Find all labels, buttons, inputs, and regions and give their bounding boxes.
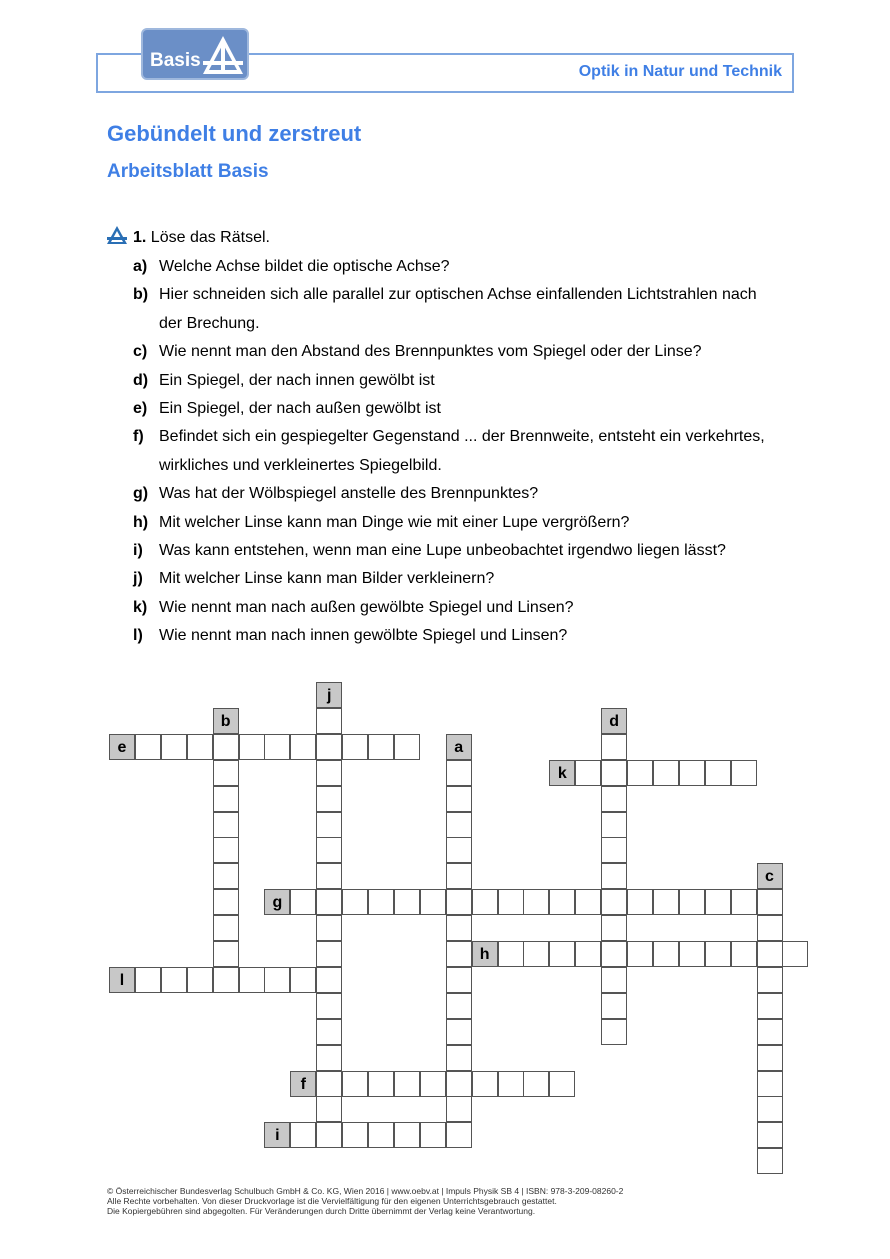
- task-number: 1.: [133, 229, 147, 246]
- page-subtitle: Arbeitsblatt Basis: [107, 161, 269, 182]
- crossword-cell[interactable]: [446, 941, 472, 967]
- question-text: Mit welcher Linse kann man Bilder verkleinern?: [159, 570, 495, 588]
- crossword-cell[interactable]: [446, 863, 472, 889]
- crossword-cell[interactable]: [549, 941, 575, 967]
- crossword-cell[interactable]: [187, 734, 213, 760]
- crossword-cell[interactable]: [601, 889, 627, 915]
- clue-label-a: a: [446, 734, 472, 760]
- crossword-cell[interactable]: [316, 760, 342, 786]
- question-text-continued: der Brechung.: [159, 314, 260, 332]
- crossword-cell[interactable]: [290, 967, 316, 993]
- crossword-cell[interactable]: [601, 734, 627, 760]
- crossword-cell[interactable]: [731, 760, 757, 786]
- crossword-cell[interactable]: [290, 1122, 316, 1148]
- basis-level-icon: [106, 225, 128, 245]
- crossword-cell[interactable]: [368, 1122, 394, 1148]
- crossword-cell[interactable]: [679, 889, 705, 915]
- crossword-cell[interactable]: [394, 1122, 420, 1148]
- clue-label-e: e: [109, 734, 135, 760]
- crossword-cell[interactable]: [135, 734, 161, 760]
- series-title: Optik in Natur und Technik: [578, 63, 782, 80]
- question-text: Ein Spiegel, der nach außen gewölbt ist: [159, 400, 441, 417]
- clue-label-h: h: [472, 941, 498, 967]
- logo-text: Basis: [150, 50, 201, 71]
- crossword-cell[interactable]: [601, 863, 627, 889]
- question-text: Ein Spiegel, der nach innen gewölbt ist: [159, 371, 435, 389]
- crossword-cell[interactable]: [446, 760, 472, 786]
- clue-label-f: f: [290, 1071, 316, 1097]
- crossword-cell[interactable]: [316, 1045, 342, 1071]
- crossword-cell[interactable]: [213, 967, 239, 993]
- crossword-cell[interactable]: [757, 1122, 783, 1148]
- crossword-cell[interactable]: [446, 1045, 472, 1071]
- question-letter: e): [133, 400, 148, 417]
- crossword-cell[interactable]: [187, 967, 213, 993]
- crossword-cell[interactable]: [757, 1071, 783, 1097]
- question-letter: h): [133, 513, 149, 531]
- crossword-cell[interactable]: [601, 915, 627, 941]
- crossword-cell[interactable]: [342, 1122, 368, 1148]
- crossword-cell[interactable]: [316, 915, 342, 941]
- triangle-logo-icon: [201, 34, 245, 76]
- question-text: Wie nennt man den Abstand des Brennpunktes vom Spiegel oder der Linse?: [159, 343, 702, 361]
- question-text: Was kann entstehen, wenn man eine Lupe unbeobachtet irgendwo liegen lässt?: [159, 542, 726, 559]
- crossword-cell[interactable]: [394, 734, 420, 760]
- crossword-cell[interactable]: [342, 734, 368, 760]
- crossword-cell[interactable]: [394, 1071, 420, 1097]
- footer-line: Alle Rechte vorbehalten. Von dieser Druckvorlage ist die Vervielfältigung für den eigenen Unterrichtsgebrauch gestattet.: [107, 1196, 557, 1206]
- task-instruction-text: Löse das Rätsel.: [150, 229, 270, 246]
- clue-label-c: c: [757, 863, 783, 889]
- crossword-cell[interactable]: [446, 786, 472, 812]
- crossword-cell[interactable]: [757, 1148, 783, 1174]
- footer-line: Die Kopiergebühren sind abgegolten. Für Veränderungen durch Dritte übernimmt der Verlag keine Verantwortung.: [107, 1206, 536, 1216]
- crossword-cell[interactable]: [420, 1122, 446, 1148]
- crossword-cell[interactable]: [316, 708, 342, 734]
- crossword-cell[interactable]: [446, 915, 472, 941]
- crossword-cell[interactable]: [264, 967, 290, 993]
- clue-label-g: g: [264, 889, 290, 915]
- crossword-cell[interactable]: [653, 760, 679, 786]
- crossword-cell[interactable]: [472, 889, 498, 915]
- crossword-cell[interactable]: [213, 786, 239, 812]
- crossword-cell[interactable]: [601, 812, 627, 838]
- clue-label-d: d: [601, 708, 627, 734]
- question-text: Hier schneiden sich alle parallel zur optischen Achse einfallenden Lichtstrahlen nach: [159, 286, 757, 304]
- crossword-cell[interactable]: [757, 1045, 783, 1071]
- crossword-cell[interactable]: [757, 889, 783, 915]
- question-letter: k): [133, 598, 148, 616]
- crossword-cell[interactable]: [731, 889, 757, 915]
- crossword-cell[interactable]: [316, 812, 342, 838]
- crossword-cell[interactable]: [498, 889, 524, 915]
- crossword-cell[interactable]: [601, 837, 627, 863]
- crossword-cell[interactable]: [264, 734, 290, 760]
- crossword-cell[interactable]: [316, 734, 342, 760]
- question-letter: b): [133, 286, 149, 304]
- crossword-cell[interactable]: [213, 734, 239, 760]
- crossword-cell[interactable]: [316, 1122, 342, 1148]
- crossword-cell[interactable]: [446, 993, 472, 1019]
- crossword-cell[interactable]: [601, 967, 627, 993]
- crossword-cell[interactable]: [601, 993, 627, 1019]
- crossword-cell[interactable]: [161, 967, 187, 993]
- crossword-cell[interactable]: [316, 1071, 342, 1097]
- footer-line: © Österreichischer Bundesverlag Schulbuch GmbH & Co. KG, Wien 2016 | www.oebv.at | Impuls Physik SB 4 | ISBN: 978-3-209-08260-2: [107, 1186, 624, 1196]
- crossword-cell[interactable]: [601, 760, 627, 786]
- crossword-cell[interactable]: [757, 993, 783, 1019]
- crossword-cell[interactable]: [549, 1071, 575, 1097]
- crossword-cell[interactable]: [523, 941, 549, 967]
- crossword-cell[interactable]: [316, 863, 342, 889]
- crossword-cell[interactable]: [498, 1071, 524, 1097]
- question-letter: i): [133, 542, 143, 559]
- crossword-cell[interactable]: [757, 1096, 783, 1122]
- crossword-cell[interactable]: [368, 1071, 394, 1097]
- question-text: Befindet sich ein gespiegelter Gegenstand ... der Brennweite, entsteht ein verkehrtes,: [159, 428, 765, 446]
- clue-label-k: k: [549, 760, 575, 786]
- crossword-cell[interactable]: [498, 941, 524, 967]
- question-text: Was hat der Wölbspiegel anstelle des Brennpunktes?: [159, 485, 539, 503]
- question-letter: g): [133, 485, 149, 503]
- crossword-cell[interactable]: [368, 734, 394, 760]
- question-letter: d): [133, 371, 149, 389]
- clue-label-b: b: [213, 708, 239, 734]
- crossword-cell[interactable]: [213, 863, 239, 889]
- question-letter: j): [133, 570, 143, 588]
- crossword-cell[interactable]: [342, 889, 368, 915]
- crossword-cell[interactable]: [782, 941, 808, 967]
- crossword-cell[interactable]: [316, 1019, 342, 1045]
- question-text-continued: wirkliches und verkleinertes Spiegelbild.: [159, 456, 442, 474]
- crossword-cell[interactable]: [213, 941, 239, 967]
- crossword-cell[interactable]: [601, 786, 627, 812]
- clue-label-l: l: [109, 967, 135, 993]
- crossword-cell[interactable]: [420, 889, 446, 915]
- crossword-cell[interactable]: [653, 941, 679, 967]
- crossword-cell[interactable]: [316, 889, 342, 915]
- crossword-cell[interactable]: [679, 760, 705, 786]
- crossword-cell[interactable]: [368, 889, 394, 915]
- crossword-cell[interactable]: [757, 967, 783, 993]
- crossword-cell[interactable]: [757, 941, 783, 967]
- crossword-cell[interactable]: [446, 1096, 472, 1122]
- crossword-cell[interactable]: [316, 941, 342, 967]
- crossword-cell[interactable]: [472, 1071, 498, 1097]
- crossword-cell[interactable]: [316, 837, 342, 863]
- question-letter: a): [133, 258, 148, 275]
- crossword-cell[interactable]: [213, 889, 239, 915]
- crossword-cell[interactable]: [446, 837, 472, 863]
- crossword-cell[interactable]: [213, 812, 239, 838]
- crossword-cell[interactable]: [601, 941, 627, 967]
- crossword-cell[interactable]: [446, 1071, 472, 1097]
- crossword-cell[interactable]: [627, 760, 653, 786]
- crossword-cell[interactable]: [575, 941, 601, 967]
- crossword-cell[interactable]: [446, 1019, 472, 1045]
- crossword-cell[interactable]: [316, 1096, 342, 1122]
- crossword-cell[interactable]: [290, 889, 316, 915]
- crossword-cell[interactable]: [523, 1071, 549, 1097]
- copyright-footer: [107, 1186, 623, 1216]
- basis-logo: [141, 28, 249, 80]
- clue-label-i: i: [264, 1122, 290, 1148]
- crossword-cell[interactable]: [446, 1122, 472, 1148]
- crossword-cell[interactable]: [290, 734, 316, 760]
- crossword-cell[interactable]: [420, 1071, 446, 1097]
- crossword-cell[interactable]: [705, 889, 731, 915]
- crossword-cell[interactable]: [731, 941, 757, 967]
- crossword-cell[interactable]: [757, 1019, 783, 1045]
- crossword-cell[interactable]: [316, 786, 342, 812]
- crossword-cell[interactable]: [575, 760, 601, 786]
- crossword-cell[interactable]: [446, 812, 472, 838]
- crossword-cell[interactable]: [394, 889, 420, 915]
- crossword-cell[interactable]: [679, 941, 705, 967]
- question-text: Wie nennt man nach innen gewölbte Spiegel und Linsen?: [159, 627, 568, 645]
- crossword-cell[interactable]: [446, 889, 472, 915]
- crossword-cell[interactable]: [239, 734, 265, 760]
- crossword-cell[interactable]: [575, 889, 601, 915]
- crossword-cell[interactable]: [213, 837, 239, 863]
- crossword-cell[interactable]: [627, 941, 653, 967]
- crossword-cell[interactable]: [161, 734, 187, 760]
- question-letter: c): [133, 343, 148, 361]
- crossword-cell[interactable]: [316, 967, 342, 993]
- crossword-cell[interactable]: [342, 1071, 368, 1097]
- crossword-cell[interactable]: [705, 941, 731, 967]
- crossword-cell[interactable]: [653, 889, 679, 915]
- crossword-cell[interactable]: [239, 967, 265, 993]
- question-text: Mit welcher Linse kann man Dinge wie mit einer Lupe vergrößern?: [159, 513, 630, 531]
- crossword-cell[interactable]: [213, 760, 239, 786]
- crossword-cell[interactable]: [757, 915, 783, 941]
- crossword-cell[interactable]: [549, 889, 575, 915]
- crossword-cell[interactable]: [316, 993, 342, 1019]
- crossword-cell[interactable]: [601, 1019, 627, 1045]
- crossword-cell[interactable]: [627, 889, 653, 915]
- question-letter: l): [133, 627, 143, 645]
- question-letter: f): [133, 428, 144, 446]
- crossword-cell[interactable]: [705, 760, 731, 786]
- question-text: Wie nennt man nach außen gewölbte Spiegel und Linsen?: [159, 598, 574, 616]
- crossword-cell[interactable]: [135, 967, 161, 993]
- clue-label-j: j: [316, 682, 342, 708]
- page-title: Gebündelt und zerstreut: [107, 121, 362, 146]
- crossword-cell[interactable]: [213, 915, 239, 941]
- task-instruction: [133, 229, 270, 247]
- question-text: Welche Achse bildet die optische Achse?: [159, 258, 450, 275]
- crossword-cell[interactable]: [446, 967, 472, 993]
- crossword-cell[interactable]: [523, 889, 549, 915]
